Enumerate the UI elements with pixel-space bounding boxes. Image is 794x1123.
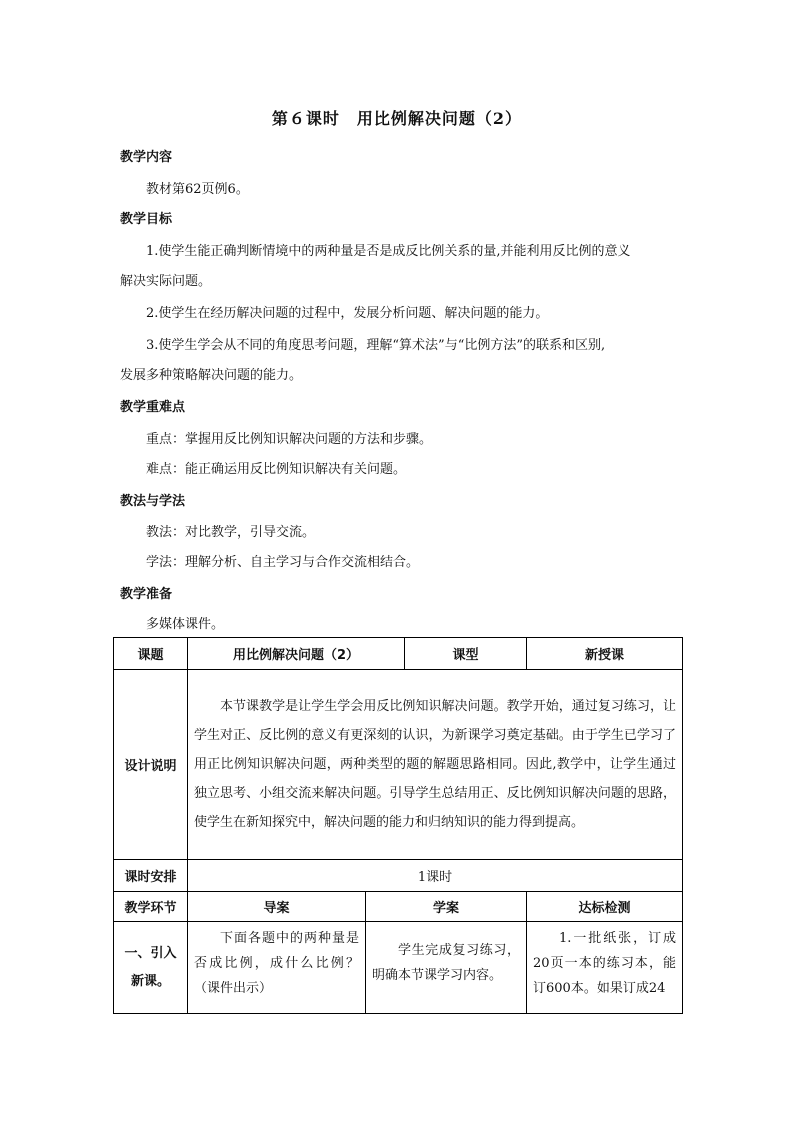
section-heading-goals: 教学目标	[120, 212, 173, 227]
col-guide-header: 导案	[188, 892, 366, 922]
section-heading-methods: 教法与学法	[120, 494, 186, 509]
table-row	[114, 670, 683, 860]
schedule-label: 课时安排	[114, 860, 188, 892]
section-heading-content: 教学内容	[120, 150, 173, 165]
type-label: 课型	[405, 638, 527, 670]
design-label: 设计说明	[114, 670, 188, 860]
col-study-header: 学案	[366, 892, 527, 922]
schedule-value: 1课时	[188, 860, 683, 892]
topic-label: 课题	[114, 638, 188, 670]
difficult-point: 难点：能正确运用反比例知识解决有关问题。	[146, 462, 407, 477]
row1-study: 学生完成复习练习，明确本节课学习内容。	[372, 943, 521, 983]
table-row	[114, 892, 683, 922]
learning-method: 学法：理解分析、自主学习与合作交流相结合。	[146, 555, 420, 570]
topic-value: 用比例解决问题（2）	[188, 638, 405, 670]
page-title: 第６课时 用比例解决问题（2）	[271, 109, 523, 128]
design-text: 本节课教学是让学生学会用反比例知识解决问题。教学开始，通过复习练习，让学生对正、反比例的意义有更深刻的认识，为新课学习奠定基础。由于学生已学习了用正比例知识解决问题，两种类型的题的解题思路相同。因此,教学中，让学生通过独立思考、小组交流来解决问题。引导学生总结用正、反比例知识解决问题的思路，使学生在新知探究中，解决问题的能力和归纳知识的能力得到提高。	[194, 699, 677, 830]
table-row	[114, 922, 683, 1014]
type-value: 新授课	[527, 638, 683, 670]
content-text: 教材第62页例6。	[146, 182, 249, 197]
goal-3-line-1: 3.使学生学会从不同的角度思考问题，理解“算术法”与“比例方法”的联系和区别,	[146, 338, 606, 353]
goal-1-line-2: 解决实际问题。	[120, 274, 212, 289]
section-heading-prep: 教学准备	[120, 587, 173, 602]
lesson-plan-table	[113, 637, 683, 1014]
table-row	[114, 860, 683, 892]
key-point: 重点：掌握用反比例知识解决问题的方法和步骤。	[146, 432, 433, 447]
row1-stage: 一、引入新课。	[124, 946, 177, 989]
col-stage-header: 教学环节	[114, 892, 188, 922]
col-check-header: 达标检测	[527, 892, 683, 922]
goal-1-line-1: 1.使学生能正确判断情境中的两种量是否是成反比例关系的量,并能利用反比例的意义	[146, 244, 631, 259]
goal-3-line-2: 发展多种策略解决问题的能力。	[120, 368, 303, 383]
prep-text: 多媒体课件。	[146, 617, 225, 632]
teaching-method: 教法：对比教学，引导交流。	[146, 525, 316, 540]
row1-check: 1.一批纸张，订成20页一本的练习本，能订600本。如果订成24	[533, 931, 677, 996]
goal-2: 2.使学生在经历解决问题的过程中，发展分析问题、解决问题的能力。	[146, 306, 549, 321]
table-row	[114, 638, 683, 670]
row1-guide: 下面各题中的两种量是否成比例，成什么比例？（课件出示）	[194, 931, 359, 996]
section-heading-keypoints: 教学重难点	[120, 400, 186, 415]
